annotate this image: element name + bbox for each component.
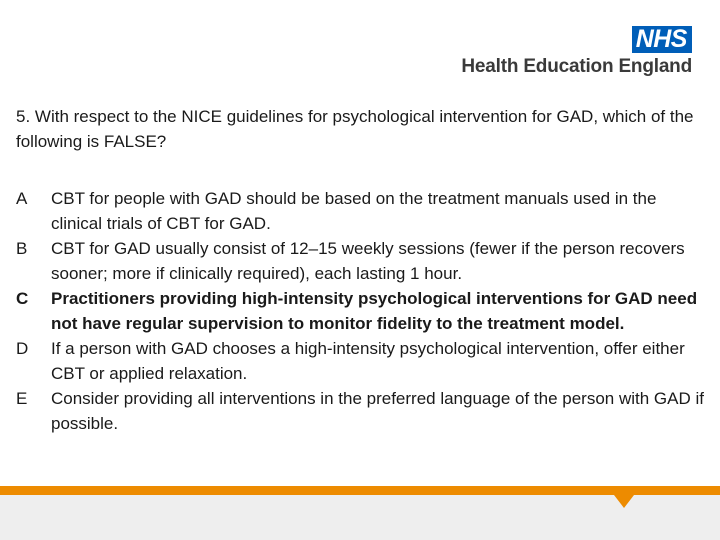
option-letter: D (16, 339, 29, 358)
answer-options (16, 186, 706, 436)
hee-logo (461, 26, 692, 78)
option-b (16, 236, 706, 286)
question-text: 5. With respect to the NICE guidelines for psychological intervention for GAD, which of the following is FALSE? (16, 107, 694, 151)
footer-chevron-icon (614, 495, 634, 509)
option-letter: A (16, 189, 28, 208)
option-c (16, 286, 706, 336)
option-letter: B (16, 239, 28, 258)
option-text: CBT for people with GAD should be based on the treatment manuals used in the clinical trials of CBT for GAD. (51, 189, 657, 233)
option-e (16, 386, 706, 436)
option-letter: E (16, 389, 28, 408)
nhs-logo-badge: NHS (632, 26, 692, 53)
option-text: Practitioners providing high-intensity psychological interventions for GAD need not have regular supervision to monitor fidelity to the treatment model. (51, 289, 698, 333)
option-a (16, 186, 706, 236)
option-letter: C (16, 289, 29, 308)
option-text: If a person with GAD chooses a high-intensity psychological intervention, offer either CBT or applied relaxation. (51, 339, 685, 383)
organization-name: Health Education England (461, 56, 692, 77)
option-text: CBT for GAD usually consist of 12–15 weekly sessions (fewer if the person recovers sooner; more if clinically required), each lasting 1 hour. (51, 239, 685, 283)
footer-accent-line (0, 486, 720, 495)
option-d (16, 336, 706, 386)
option-text: Consider providing all interventions in the preferred language of the person with GAD if possible. (51, 389, 704, 433)
